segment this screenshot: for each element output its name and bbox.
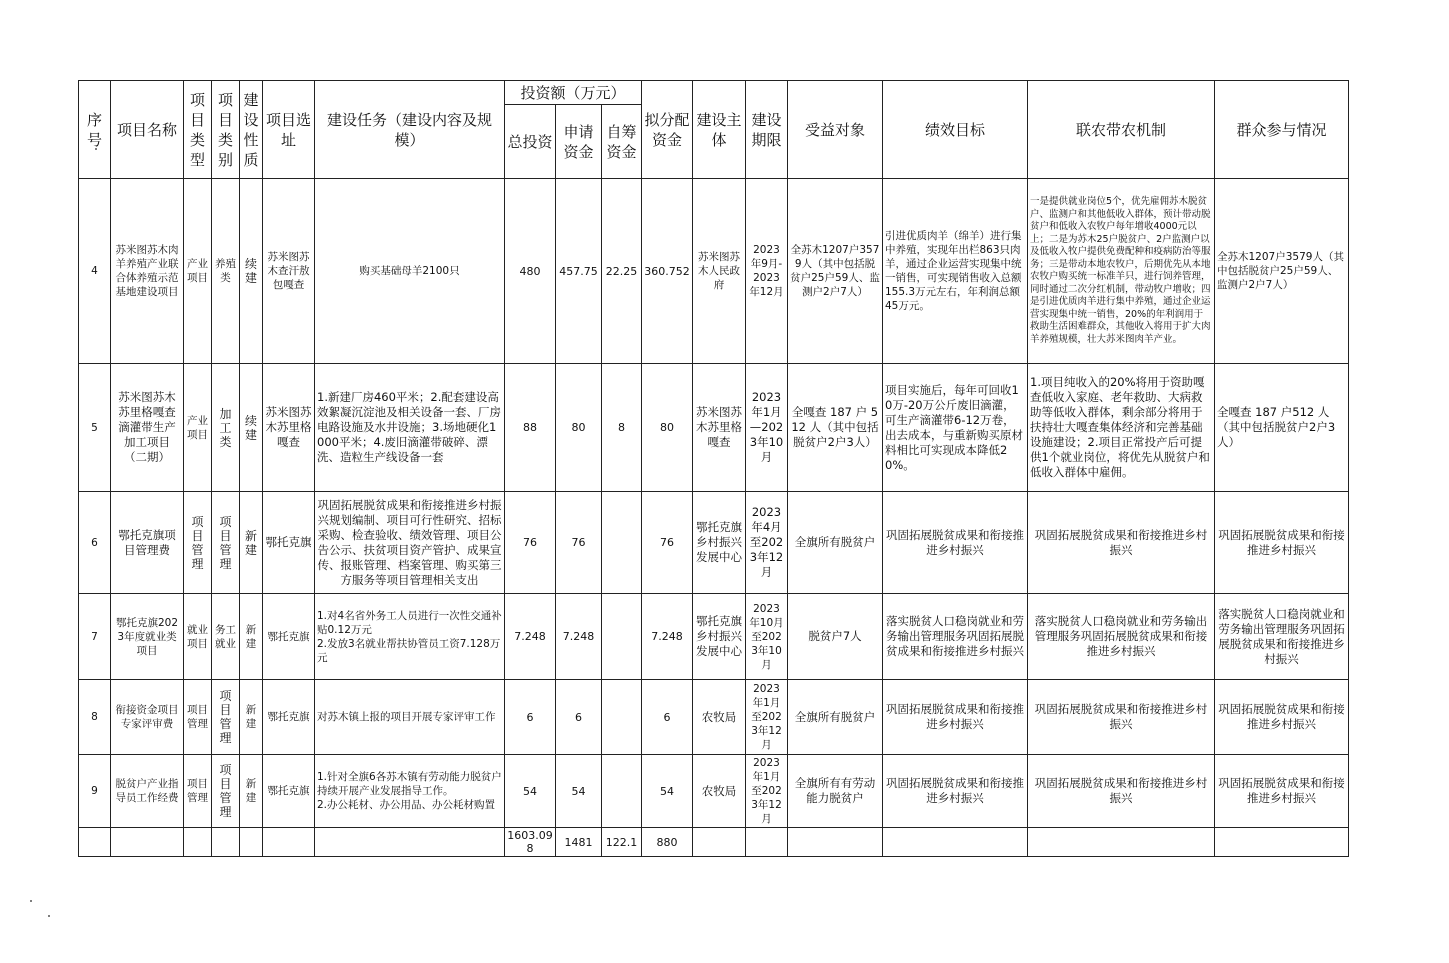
row-location: 鄂托克旗 bbox=[263, 594, 315, 680]
row-name: 鄂托克旗项目管理费 bbox=[111, 492, 184, 594]
row-participation: 全嘎查 187 户512 人（其中包括脱贫户2户3人） bbox=[1215, 364, 1349, 492]
row-beneficiary: 全旗所有有劳动能力脱贫户 bbox=[788, 755, 883, 828]
row-name: 衔接资金项目专家评审费 bbox=[111, 680, 184, 755]
row-beneficiary: 全旗所有脱贫户 bbox=[788, 680, 883, 755]
row-mechanism: 巩固拓展脱贫成果和衔接推进乡村振兴 bbox=[1028, 755, 1215, 828]
row-alloc: 80 bbox=[642, 364, 693, 492]
row-task: 对苏木镇上报的项目开展专家评审工作 bbox=[315, 680, 505, 755]
row-mechanism: 落实脱贫人口稳岗就业和劳务输出管理服务巩固拓展脱贫成果和衔接推进乡村振兴 bbox=[1028, 594, 1215, 680]
header-total: 总投资 bbox=[505, 105, 556, 179]
row-applied: 54 bbox=[556, 755, 602, 828]
header-location: 项目选址 bbox=[263, 81, 315, 179]
row-self: 22.25 bbox=[602, 179, 642, 364]
row-total: 6 bbox=[505, 680, 556, 755]
header-beneficiary: 受益对象 bbox=[788, 81, 883, 179]
scan-speck bbox=[95, 148, 97, 150]
row-participation: 落实脱贫人口稳岗就业和劳务输出管理服务巩固拓展脱贫成果和衔接推进乡村振兴 bbox=[1215, 594, 1349, 680]
row-performance: 项目实施后，每年可回收10万-20万公斤废旧滴灌，可生产滴灌带6-12万卷，出去成本，与重新购买原材料相比可实现成本降低20%。 bbox=[883, 364, 1028, 492]
row-applied: 76 bbox=[556, 492, 602, 594]
row-location: 鄂托克旗 bbox=[263, 755, 315, 828]
header-builder: 建设主体 bbox=[693, 81, 746, 179]
header-type: 项目类型 bbox=[184, 81, 212, 179]
row-category: 项目管理 bbox=[212, 755, 240, 828]
row-name: 脱贫户产业指导员工作经费 bbox=[111, 755, 184, 828]
table-row bbox=[79, 594, 1349, 680]
row-total: 76 bbox=[505, 492, 556, 594]
table-row bbox=[79, 492, 1349, 594]
row-location: 鄂托克旗 bbox=[263, 680, 315, 755]
row-applied: 6 bbox=[556, 680, 602, 755]
header-nature: 建设性质 bbox=[240, 81, 263, 179]
row-performance: 巩固拓展脱贫成果和衔接推进乡村振兴 bbox=[883, 492, 1028, 594]
table-row bbox=[79, 755, 1349, 828]
row-builder: 农牧局 bbox=[693, 755, 746, 828]
row-builder: 鄂托克旗乡村振兴发展中心 bbox=[693, 594, 746, 680]
row-performance: 巩固拓展脱贫成果和衔接推进乡村振兴 bbox=[883, 680, 1028, 755]
row-period: 2023年10月至2023年10月 bbox=[746, 594, 788, 680]
header-name: 项目名称 bbox=[111, 81, 184, 179]
header-alloc: 拟分配资金 bbox=[642, 81, 693, 179]
row-mechanism: 一是提供就业岗位5个，优先雇佣苏木脱贫户、监测户和其他低收入群体，预计带动脱贫户和低收入农牧户每年增收4000元以上；二是为苏木25户脱贫户、2户监测户以及低收入牧户提供免费配种和疫病防治等服务；三是带动本地农牧户，后期优先从本地农牧户购买统一标准羊只，进行饲养管理，同时通过二次分红机制，带动牧户增收；四是引进优质肉羊进行集中养殖，通过企业运营实现集中统一销售，20%的年利润用于救助生活困难群众，其他收入将用于扩大肉羊养殖规模，壮大苏米图肉羊产业。 bbox=[1028, 179, 1215, 364]
row-name: 鄂托克旗2023年度就业类项目 bbox=[111, 594, 184, 680]
row-category: 项目管理 bbox=[212, 680, 240, 755]
row-seq: 9 bbox=[79, 755, 111, 828]
row-alloc: 360.752 bbox=[642, 179, 693, 364]
row-period: 2023年1月至2023年12月 bbox=[746, 755, 788, 828]
project-table bbox=[78, 80, 1349, 857]
row-self: 8 bbox=[602, 364, 642, 492]
row-category: 务工就业 bbox=[212, 594, 240, 680]
row-task: 1.针对全旗6各苏木镇有劳动能力脱贫户持续开展产业发展指导工作。 2.办公耗材、办公用品、办公耗材购置 bbox=[315, 755, 505, 828]
row-nature: 新建 bbox=[240, 492, 263, 594]
row-seq: 5 bbox=[79, 364, 111, 492]
row-alloc: 76 bbox=[642, 492, 693, 594]
row-type: 就业项目 bbox=[184, 594, 212, 680]
table-row bbox=[79, 364, 1349, 492]
row-nature: 续建 bbox=[240, 364, 263, 492]
row-builder: 农牧局 bbox=[693, 680, 746, 755]
row-participation: 巩固拓展脱贫成果和衔接推进乡村振兴 bbox=[1215, 492, 1349, 594]
row-applied: 80 bbox=[556, 364, 602, 492]
row-category: 项目管理 bbox=[212, 492, 240, 594]
row-nature: 新建 bbox=[240, 755, 263, 828]
row-seq: 7 bbox=[79, 594, 111, 680]
row-builder: 苏米图苏木人民政府 bbox=[693, 179, 746, 364]
row-type: 项目管理 bbox=[184, 680, 212, 755]
row-beneficiary: 全嘎查 187 户 512 人（其中包括脱贫户2户3人） bbox=[788, 364, 883, 492]
totals-row bbox=[79, 828, 1349, 857]
header-participation: 群众参与情况 bbox=[1215, 81, 1349, 179]
row-participation: 全苏木1207户3579人（其中包括脱贫户25户59人、监测户2户7人） bbox=[1215, 179, 1349, 364]
row-name: 苏米图苏木苏里格嘎查滴灌带生产加工项目（二期） bbox=[111, 364, 184, 492]
row-alloc: 7.248 bbox=[642, 594, 693, 680]
row-nature: 续建 bbox=[240, 179, 263, 364]
row-builder: 鄂托克旗乡村振兴发展中心 bbox=[693, 492, 746, 594]
scan-speck bbox=[30, 900, 32, 902]
header-period: 建设期限 bbox=[746, 81, 788, 179]
row-beneficiary: 全苏木1207户3579人（其中包括脱贫户25户59人、监测户2户7人） bbox=[788, 179, 883, 364]
row-seq: 4 bbox=[79, 179, 111, 364]
row-self bbox=[602, 755, 642, 828]
row-period: 2023年4月至2023年12月 bbox=[746, 492, 788, 594]
row-mechanism: 巩固拓展脱贫成果和衔接推进乡村振兴 bbox=[1028, 492, 1215, 594]
row-category: 加工类 bbox=[212, 364, 240, 492]
table-row bbox=[79, 179, 1349, 364]
row-name: 苏米图苏木肉羊养殖产业联合体养殖示范基地建设项目 bbox=[111, 179, 184, 364]
row-task: 1.对4名省外务工人员进行一次性交通补贴0.12万元 2.发放3名就业帮扶协管员工资7.128万元 bbox=[315, 594, 505, 680]
row-performance: 巩固拓展脱贫成果和衔接推进乡村振兴 bbox=[883, 755, 1028, 828]
totals-applied: 1481 bbox=[556, 828, 602, 857]
header-applied: 申请资金 bbox=[556, 105, 602, 179]
header-category: 项目类别 bbox=[212, 81, 240, 179]
row-type: 项目管理 bbox=[184, 755, 212, 828]
row-nature: 新建 bbox=[240, 680, 263, 755]
row-task: 购买基础母羊2100只 bbox=[315, 179, 505, 364]
row-nature: 新建 bbox=[240, 594, 263, 680]
row-total: 7.248 bbox=[505, 594, 556, 680]
row-builder: 苏米图苏木苏里格嘎查 bbox=[693, 364, 746, 492]
row-type: 产业项目 bbox=[184, 179, 212, 364]
totals-total: 1603.098 bbox=[505, 828, 556, 857]
totals-alloc: 880 bbox=[642, 828, 693, 857]
row-performance: 引进优质肉羊（绵羊）进行集中养殖，实现年出栏863只肉羊，通过企业运营实现集中统一销售，可实现销售收入总额155.3万元左右，年利润总额45万元。 bbox=[883, 179, 1028, 364]
row-self bbox=[602, 594, 642, 680]
row-task: 1.新建厂房460平米；2.配套建设高效絮凝沉淀池及相关设备一套、厂房电路设施及水井设施；3.场地硬化1000平米；4.废旧滴灌带破碎、漂洗、造粒生产线设备一套 bbox=[315, 364, 505, 492]
row-period: 2023年1月—2023年10月 bbox=[746, 364, 788, 492]
row-type: 项目管理 bbox=[184, 492, 212, 594]
row-task: 巩固拓展脱贫成果和衔接推进乡村振兴规划编制、项目可行性研究、招标采购、检查验收、绩效管理、项目公告公示、扶贫项目资产管护、成果宣传、报账管理、档案管理、购买第三方服务等项目管理相关支出 bbox=[315, 492, 505, 594]
row-self bbox=[602, 680, 642, 755]
row-location: 鄂托克旗 bbox=[263, 492, 315, 594]
header-task: 建设任务（建设内容及规模） bbox=[315, 81, 505, 179]
row-self bbox=[602, 492, 642, 594]
row-applied: 7.248 bbox=[556, 594, 602, 680]
row-seq: 6 bbox=[79, 492, 111, 594]
row-beneficiary: 脱贫户7人 bbox=[788, 594, 883, 680]
row-alloc: 54 bbox=[642, 755, 693, 828]
row-seq: 8 bbox=[79, 680, 111, 755]
row-total: 480 bbox=[505, 179, 556, 364]
scan-speck bbox=[48, 915, 50, 917]
row-applied: 457.75 bbox=[556, 179, 602, 364]
row-location: 苏米图苏木查汗敖包嘎查 bbox=[263, 179, 315, 364]
header-investment: 投资额（万元） bbox=[505, 81, 642, 105]
row-location: 苏米图苏木苏里格嘎查 bbox=[263, 364, 315, 492]
row-period: 2023年1月至2023年12月 bbox=[746, 680, 788, 755]
row-beneficiary: 全旗所有脱贫户 bbox=[788, 492, 883, 594]
row-total: 54 bbox=[505, 755, 556, 828]
row-mechanism: 巩固拓展脱贫成果和衔接推进乡村振兴 bbox=[1028, 680, 1215, 755]
row-participation: 巩固拓展脱贫成果和衔接推进乡村振兴 bbox=[1215, 755, 1349, 828]
row-performance: 落实脱贫人口稳岗就业和劳务输出管理服务巩固拓展脱贫成果和衔接推进乡村振兴 bbox=[883, 594, 1028, 680]
header-self: 自筹资金 bbox=[602, 105, 642, 179]
row-period: 2023年9月-2023年12月 bbox=[746, 179, 788, 364]
header-mechanism: 联农带农机制 bbox=[1028, 81, 1215, 179]
row-category: 养殖类 bbox=[212, 179, 240, 364]
header-performance: 绩效目标 bbox=[883, 81, 1028, 179]
row-alloc: 6 bbox=[642, 680, 693, 755]
totals-self: 122.1 bbox=[602, 828, 642, 857]
table-row bbox=[79, 680, 1349, 755]
header-seq: 序号 bbox=[79, 81, 111, 179]
row-mechanism: 1.项目纯收入的20%将用于资助嘎查低收入家庭、老年救助、大病救助等低收入群体，剩余部分将用于扶持壮大嘎查集体经济和完善基础设施建设；2.项目正常投产后可提供1个就业岗位，将优先从脱贫户和低收入群体中雇佣。 bbox=[1028, 364, 1215, 492]
row-total: 88 bbox=[505, 364, 556, 492]
row-participation: 巩固拓展脱贫成果和衔接推进乡村振兴 bbox=[1215, 680, 1349, 755]
row-type: 产业项目 bbox=[184, 364, 212, 492]
